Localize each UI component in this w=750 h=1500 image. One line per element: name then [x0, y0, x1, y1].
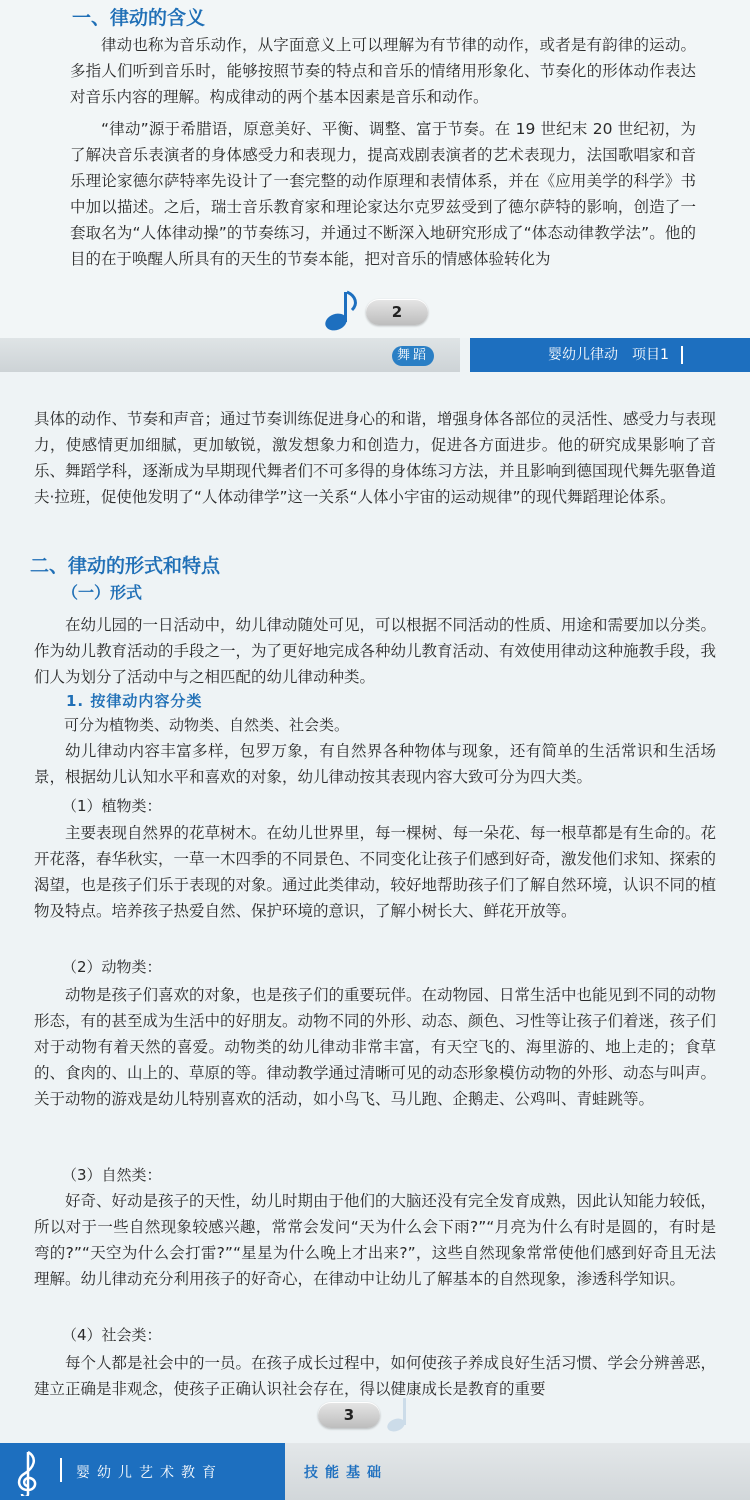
- paragraph-nature: 好奇、好动是孩子的天性，幼儿时期由于他们的大脑还没有完全发育成熟，因此认知能力较低，所以对于一些自然现象较感兴趣，常常会发问“天为什么会下雨?”“月亮为什么有时是圆的，有时是弯的?”“天空为什么会打雷?”“星星为什么晚上才出来?”，这些自然现象常常使他们感到好奇且无法理解。幼儿律动充分利用孩子的好奇心，在律动中让幼儿了解基本的自然现象，渗透科学知识。: [34, 1192, 717, 1288]
- label-plant: （1）植物类：: [62, 797, 162, 815]
- header-grey-band: [0, 338, 460, 372]
- header-divider: [681, 346, 683, 364]
- paragraph-plant: 主要表现自然界的花草树木。在幼儿世界里，每一棵树、每一朵花、每一根草都是有生命的。花开花落，春华秋实，一草一木四季的不同景色、不同变化让孩子们感到好奇，激发他们求知、探索的渴望，也是孩子们乐于表现的对象。通过此类律动，较好地帮助孩子们了解自然环境，认识不同的植物及特点。培养孩子热爱自然、保护环境的意识，了解小树长大、鲜花开放等。: [34, 824, 717, 920]
- footer-divider: [60, 1458, 62, 1482]
- paragraph-classify: 幼儿律动内容丰富多样，包罗万象，有自然界各种物体与现象，还有简单的生活常识和生活场景，根据幼儿认知水平和喜欢的对象，幼儿律动按其表现内容大致可分为四大类。: [34, 742, 716, 786]
- paragraph-continuation: 具体的动作、节奏和声音；通过节奏训练促进身心的和谐，增强身体各部位的灵活性、感受力与表现力，使感情更加细腻，更加敏锐，激发想象力和创造力，促进各方面进步。他的研究成果影响了音乐、舞蹈学科，逐渐成为早期现代舞者们不可多得的身体练习方法，并且影响到德国现代舞先驱鲁道夫·拉班，促使他发明了“人体动律学”这一关系“人体小宇宙的运动规律”的现代舞蹈理论体系。: [34, 410, 717, 506]
- label-nature: （3）自然类：: [62, 1166, 162, 1184]
- paragraph-animal: 动物是孩子们喜欢的对象，也是孩子们的重要玩伴。在动物园、日常生活中也能见到不同的动物形态，有的甚至成为生活中的好朋友。动物不同的外形、动态、颜色、习性等让孩子们着迷，孩子们对于动物有着天然的喜爱。动物类的幼儿律动非常丰富，有天空飞的、海里游的、地上走的；食草的、食肉的、山上的、草原的等。律动教学通过清晰可见的动态形象模仿动物的外形、动态与叫声。关于动物的游戏是幼儿特别喜欢的活动，如小鸟飞、马儿跑、企鹅走、公鸡叫、青蛙跳等。: [34, 986, 717, 1108]
- header-section-band: [470, 338, 750, 372]
- music-note-icon: [322, 288, 362, 332]
- label-society: （4）社会类：: [62, 1326, 162, 1344]
- footer-volume-title: 技能基础: [304, 1465, 388, 1481]
- section-heading-1: 一、律动的含义: [72, 7, 206, 29]
- section-heading-2: 二、律动的形式和特点: [30, 555, 221, 577]
- subheading-form: （一）形式: [62, 583, 143, 602]
- classify-heading: 1. 按律动内容分类: [66, 692, 203, 710]
- faint-note-icon: [386, 1394, 416, 1434]
- treble-clef-icon: [8, 1448, 48, 1496]
- label-animal: （2）动物类：: [62, 958, 162, 976]
- paragraph-form: 在幼儿园的一日活动中，幼儿律动随处可见，可以根据不同活动的性质、用途和需要加以分类。作为幼儿教育活动的手段之一，为了更好地完成各种幼儿教育活动、有效使用律动这种施教手段，我们人为划分了活动中与之相匹配的幼儿律动种类。: [34, 616, 717, 686]
- subject-badge: 舞蹈: [392, 346, 434, 366]
- paragraph-meaning: 律动也称为音乐动作，从字面意义上可以理解为有节律的动作，或者是有韵律的运动。多指人们听到音乐时，能够按照节奏的特点和音乐的情绪用形象化、节奏化的形体动作表达对音乐内容的理解。构成律动的两个基本因素是音乐和动作。: [70, 36, 696, 106]
- page-number-2: 2: [366, 299, 428, 325]
- footer-series-title: 婴幼儿艺术教育: [76, 1465, 223, 1481]
- paragraph-society: 每个人都是社会中的一员。在孩子成长过程中，如何使孩子养成良好生活习惯、学会分辨善恶，建立正确是非观念，使孩子正确认识社会存在，得以健康成长是教育的重要: [34, 1354, 717, 1398]
- page-number-3: 3: [318, 1402, 380, 1428]
- header-section-title: 婴幼儿律动 项目1: [548, 347, 669, 363]
- classify-summary: 可分为植物类、动物类、自然类、社会类。: [64, 716, 350, 734]
- paragraph-origin: “律动”源于希腊语，原意美好、平衡、调整、富于节奏。在 19 世纪末 20 世纪初，为了解决音乐表演者的身体感受力和表现力，提高戏剧表演者的艺术表现力，法国歌唱家和音乐理论家德尔萨特率先设计了一套完整的动作原理和表情体系，并在《应用美学的科学》书中加以描述。之后，瑞士音乐教育家和理论家达尔克罗兹受到了德尔萨特的影响，创造了一套取名为“人体律动操”的节奏练习，并通过不断深入地研究形成了“体态动律教学法”。他的目的在于唤醒人所具有的天生的节奏本能，把对音乐的情感体验转化为: [70, 120, 696, 268]
